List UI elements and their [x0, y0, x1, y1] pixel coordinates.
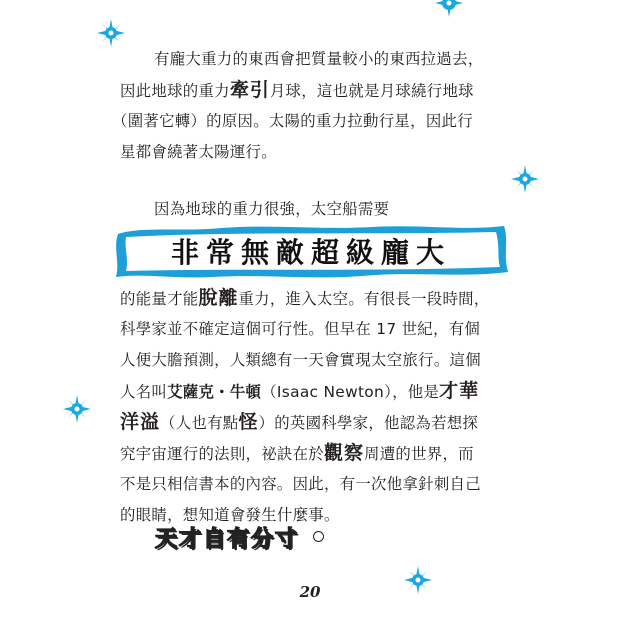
paragraph-2-line-2: 科學家並不確定這個可行性。但早在 17 世紀，有個	[120, 320, 481, 338]
paragraph-2-line-3: 人便大膽預測，人類總有一天會實現太空旅行。這個	[120, 351, 481, 369]
paragraph-1-line-3: （圍著它轉）的原因。太陽的重力拉動行星，因此行	[112, 112, 473, 130]
star-icon	[434, 0, 464, 18]
paragraph-1-line-2: 因此地球的重力牽引月球，這也就是月球繞行地球	[120, 79, 474, 101]
paragraph-2-line-6: 究宇宙運行的法則，祕訣在於觀察周遭的世界，而	[120, 442, 474, 464]
paragraph-2-line-8: 的眼睛，想知道會發生什麼事。	[120, 506, 340, 524]
star-icon	[96, 18, 126, 48]
paragraph-1-line-1: 有龐大重力的東西會把質量較小的東西拉過去，	[154, 50, 484, 68]
emphasis-guai: 怪	[238, 411, 259, 433]
star-icon	[62, 394, 92, 424]
callout-period-mark	[313, 531, 324, 542]
banner-text: 非常無敵超級龐大	[170, 236, 451, 269]
paragraph-2-line-4: 人名叫艾薩克・牛頓（Isaac Newton），他是才華	[120, 380, 480, 402]
paragraph-1-line-4: 星都會繞著太陽運行。	[120, 143, 277, 161]
emphasis-caihua: 才華	[439, 380, 480, 402]
paragraph-2-line-1: 的能量才能脫離重力，進入太空。有很長一段時間，	[120, 287, 490, 309]
highlight-banner	[112, 222, 510, 280]
paragraph-2-line-7: 不是只相信書本的內容。因此，有一次他拿針刺自己	[120, 475, 481, 493]
page-number: 20	[299, 583, 321, 601]
emphasis-newton-name: 艾薩克・牛頓	[167, 383, 262, 401]
paragraph-2-line-5: 洋溢（人也有點怪）的英國科學家，他認為若想探	[120, 411, 479, 433]
callout-genius-text: 天才自有分寸	[155, 527, 300, 552]
emphasis-tuoli: 脫離	[198, 287, 239, 309]
emphasis-yangyi: 洋溢	[120, 411, 161, 433]
star-icon	[510, 164, 540, 194]
emphasis-qianyin: 牽引	[229, 79, 270, 101]
paragraph-2-intro: 因為地球的重力很強，太空船需要	[154, 200, 390, 218]
emphasis-guancha: 觀察	[323, 442, 364, 464]
